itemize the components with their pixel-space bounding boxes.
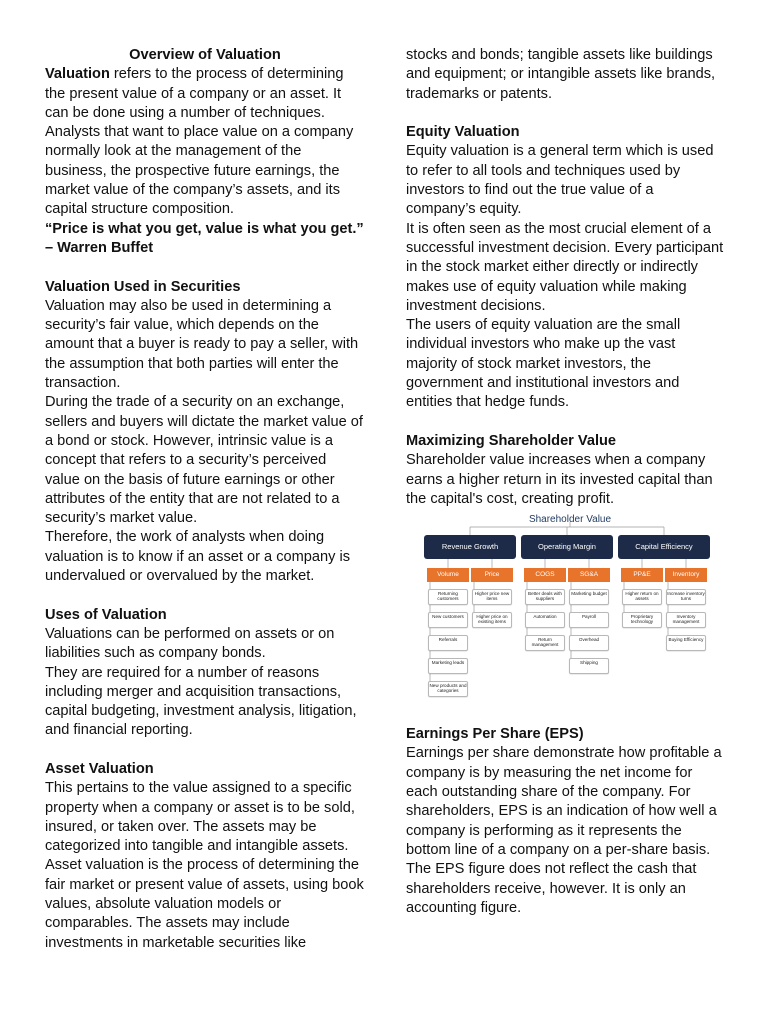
intro-bold-term: Valuation (45, 66, 110, 83)
diagram-leaf-box: Higher price new items (472, 589, 512, 605)
shareholder-value-diagram (420, 511, 720, 711)
eps-heading: Earnings Per Share (EPS) (406, 726, 584, 743)
diagram-leaf-box: Overhead (569, 635, 609, 651)
equity-paragraph-1: Equity valuation is a general term which is used to refer to all tools and techniques used by investors to find out the true value of a company’s equity. (406, 143, 714, 218)
diagram-driver-box: PP&E (621, 568, 663, 582)
diagram-leaf-box: Returning customers (428, 589, 468, 605)
diagram-group-box: Operating Margin (521, 535, 613, 559)
diagram-leaf-box: Referrals (428, 635, 468, 651)
buffet-quote: “Price is what you get, value is what you get.” – Warren Buffet (45, 220, 364, 256)
securities-heading: Valuation Used in Securities (45, 278, 241, 295)
diagram-leaf-box: Automation (525, 612, 565, 628)
diagram-leaf-box: Higher price on existing items (472, 612, 512, 628)
diagram-title: Shareholder Value (528, 514, 612, 526)
diagram-leaf-box: Increase inventory turns (666, 589, 706, 605)
diagram-driver-box: Inventory (665, 568, 707, 582)
diagram-leaf-box: Buying Efficiency (666, 635, 706, 651)
diagram-group-box: Capital Efficiency (618, 535, 710, 559)
asset-paragraph-1: This pertains to the value assigned to a specific property when a company or asset is to be sold, insured, or taken over. The assets may be categorized into tangible and intangible assets. (45, 780, 355, 855)
uses-paragraph-2: They are required for a number of reasons including merger and acquisition transactions, capital budgeting, investment analysis, litigation, and financial reporting. (45, 664, 357, 739)
uses-heading: Uses of Valuation (45, 606, 167, 623)
right-column (406, 46, 724, 918)
max-value-heading: Maximizing Shareholder Value (406, 432, 617, 449)
diagram-driver-box: SG&A (568, 568, 610, 582)
securities-paragraph-3: Therefore, the work of analysts when doing valuation is to know if an asset or a company is undervalued or overvalued by the market. (45, 529, 351, 585)
continued-paragraph: stocks and bonds; tangible assets like buildings and equipment; or intangible assets like brands, trademarks or patents. (406, 47, 716, 102)
uses-paragraph-1: Valuations can be performed on assets or on liabilities such as company bonds. (45, 625, 335, 662)
asset-heading: Asset Valuation (45, 760, 154, 777)
document-title: Overview of Valuation (129, 47, 281, 63)
securities-paragraph-2: During the trade of a security on an exchange, sellers and buyers will dictate the market value of a bond or stock. However, intrinsic value is a concept that refers to a security’s perceived value on the basis of future earnings or other attributes of the entity that are not related to a security’s market value. (45, 394, 363, 527)
securities-paragraph-1: Valuation may also be used in determining a security’s fair value, which depends on the amount that a buyer is ready to pay a seller, with the assumption that both parties will enter the transaction. (45, 297, 359, 392)
diagram-driver-box: COGS (524, 568, 566, 582)
diagram-driver-box: Price (471, 568, 513, 582)
diagram-leaf-box: Higher return on assets (622, 589, 662, 605)
diagram-leaf-box: Proprietary technology (622, 612, 662, 628)
diagram-leaf-box: Shipping (569, 658, 609, 674)
intro-paragraph (45, 65, 365, 219)
diagram-driver-box: Volume (427, 568, 469, 582)
diagram-leaf-box: Marketing leads (428, 658, 468, 674)
equity-paragraph-2: It is often seen as the most crucial element of a successful investment decision. Every participant in the stock market either directly or indirectly makes use of equity valuation while making investment decisions. (406, 220, 724, 314)
equity-heading: Equity Valuation (406, 124, 520, 141)
max-value-paragraph: Shareholder value increases when a company earns a higher return in its invested capital than the capital's cost, creating profit. (406, 452, 713, 507)
diagram-leaf-box: Inventory management (666, 612, 706, 628)
diagram-leaf-box: Better deals with suppliers (525, 589, 565, 605)
equity-paragraph-3: The users of equity valuation are the small individual investors who make up the vast majority of stock market investors, the government and institutional investors and entities that hedge funds. (406, 317, 681, 411)
diagram-leaf-box: New products and categories (428, 681, 468, 697)
diagram-leaf-box: New customers (428, 612, 468, 628)
diagram-leaf-box: Return management (525, 635, 565, 651)
eps-paragraph: Earnings per share demonstrate how profitable a company is by measuring the net income for each outstanding share of the company. For shareholders, EPS is an indication of how well a company is performing as it represents the bottom line of a company on a per-share basis. The EPS figure does not reflect the cash that shareholders receive, however. It is only an accounting figure. (406, 745, 722, 916)
diagram-leaf-box: Payroll (569, 612, 609, 628)
intro-text: refers to the process of determining the present value of a company or an asset. It can be done using a number of techniques. Analysts that want to place value on a company normally look at the management of the business, the prospective future earnings, the market value of the company’s assets, and its capital structure composition. (45, 66, 354, 218)
diagram-leaf-box: Marketing budget (569, 589, 609, 605)
left-column (45, 46, 365, 953)
diagram-group-box: Revenue Growth (424, 535, 516, 559)
asset-paragraph-2: Asset valuation is the process of determining the fair market or present value of assets, using book values, absolute valuation models or comparables. The assets may include investments in marketable securities like (45, 857, 364, 951)
